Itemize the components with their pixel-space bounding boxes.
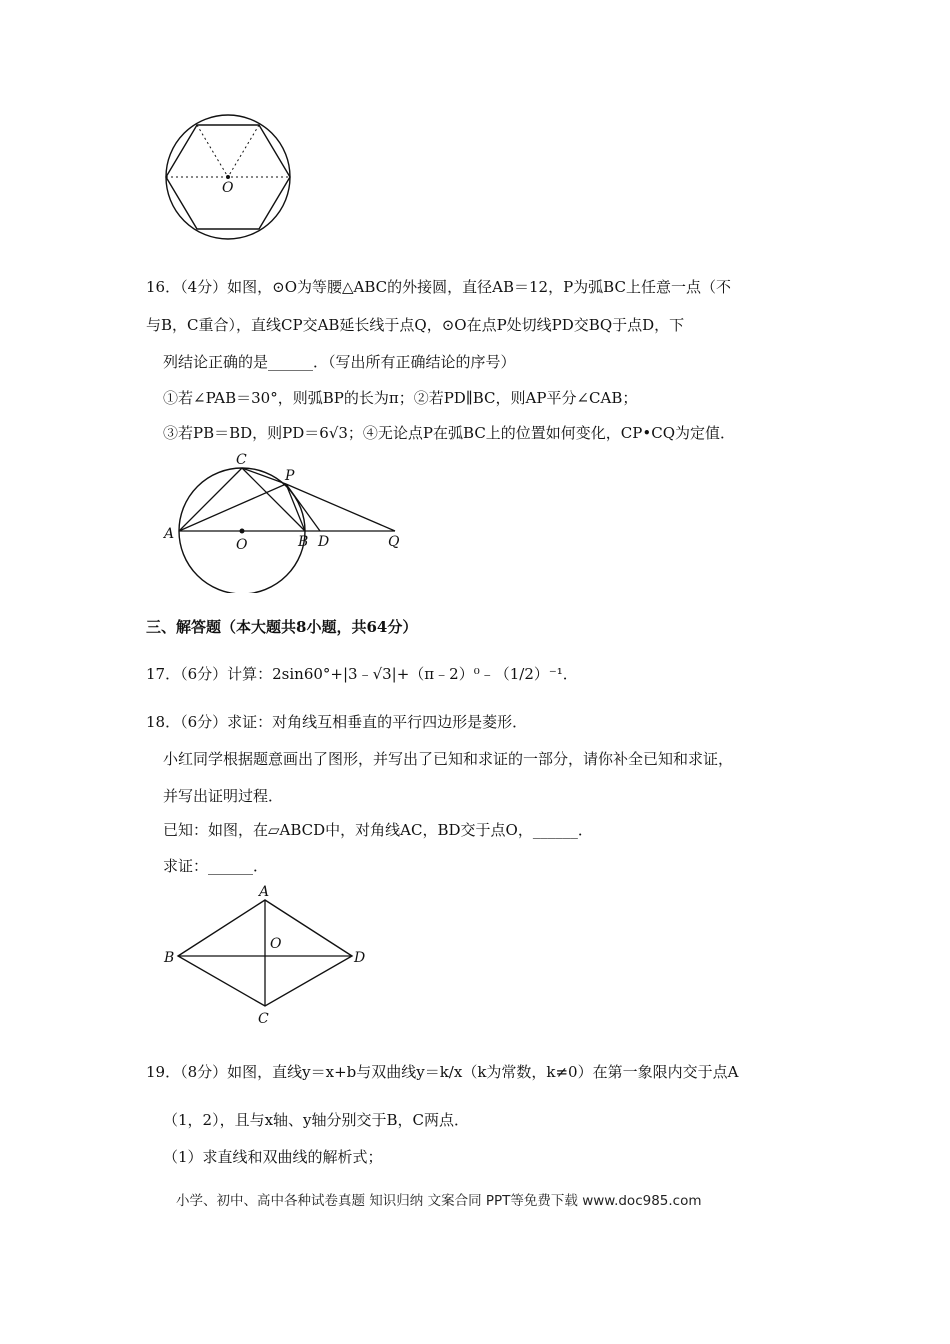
q16-center-dot [240,529,245,534]
q16-label-Q: Q [388,534,400,550]
q16-label-P: P [285,468,295,484]
q16-label-O: O [236,537,248,553]
hex-center-label: O [222,180,234,196]
q18-line2: 小红同学根据题意画出了图形，并写出了已知和求证的一部分，请你补全已知和求证， [163,750,734,768]
hexagon-circle-figure [160,112,300,242]
hex-center-dot [226,175,230,179]
hex-dotted-line [228,125,259,177]
q16-line3: 列结论正确的是______．（写出所有正确结论的序号） [163,353,516,371]
q16-label-C: C [236,452,247,468]
rhombus-label-O: O [270,936,282,952]
rhombus-label-A: A [259,884,270,900]
q16-segment-CP [242,468,286,484]
page-footer: 小学、初中、高中各种试卷真题 知识归纳 文案合同 PPT等免费下载 www.doc985.com [176,1193,702,1209]
circle-tangent-figure [160,448,410,593]
q16-label-A: A [164,526,175,542]
q16-segment-AP [179,484,286,531]
section-heading: 三、解答题（本大题共8小题，共64分） [146,618,418,636]
q19-line1: 19．（8分）如图，直线y＝x+b与双曲线y＝k/x（k为常数，k≠0）在第一象限内交于点A [146,1063,739,1081]
rhombus-label-D: D [354,950,366,966]
q16-segment-AC [179,468,242,531]
q19-line2: （1，2），且与x轴、y轴分别交于B，C两点． [163,1111,470,1129]
q18-line1: 18．（6分）求证：对角线互相垂直的平行四边形是菱形． [146,713,528,731]
hex-dotted-line [197,125,228,177]
q16-label-D: D [318,534,330,550]
rhombus-label-B: B [164,950,175,966]
q16-line1: 16．（4分）如图，⊙O为等腰△ABC的外接圆，直径AB＝12，P为弧BC上任意一点（不 [146,278,731,296]
q18-line3: 并写出证明过程． [163,787,284,805]
q18-line4: 已知：如图，在▱ABCD中，对角线AC，BD交于点O，______． [163,821,593,839]
q16-line5: ③若PB＝BD，则PD＝6√3；④无论点P在弧BC上的位置如何变化，CP•CQ为定值． [163,424,735,442]
rhombus-label-C: C [258,1011,269,1027]
q17-text: 17．（6分）计算：2sin60°+|3﹣√3|+（π﹣2）⁰﹣（1/2）⁻¹． [146,665,578,683]
q16-label-B: B [298,534,309,550]
q16-line2: 与B，C重合），直线CP交AB延长线于点Q，⊙O在点P处切线PD交BQ于点D，下 [146,316,685,334]
rhombus-figure [158,882,378,1032]
q19-line3: （1）求直线和双曲线的解析式； [163,1148,383,1166]
q18-line5: 求证：______． [163,857,269,875]
q16-line4: ①若∠PAB＝30°，则弧BP的长为π；②若PD∥BC，则AP平分∠CAB； [163,389,638,407]
